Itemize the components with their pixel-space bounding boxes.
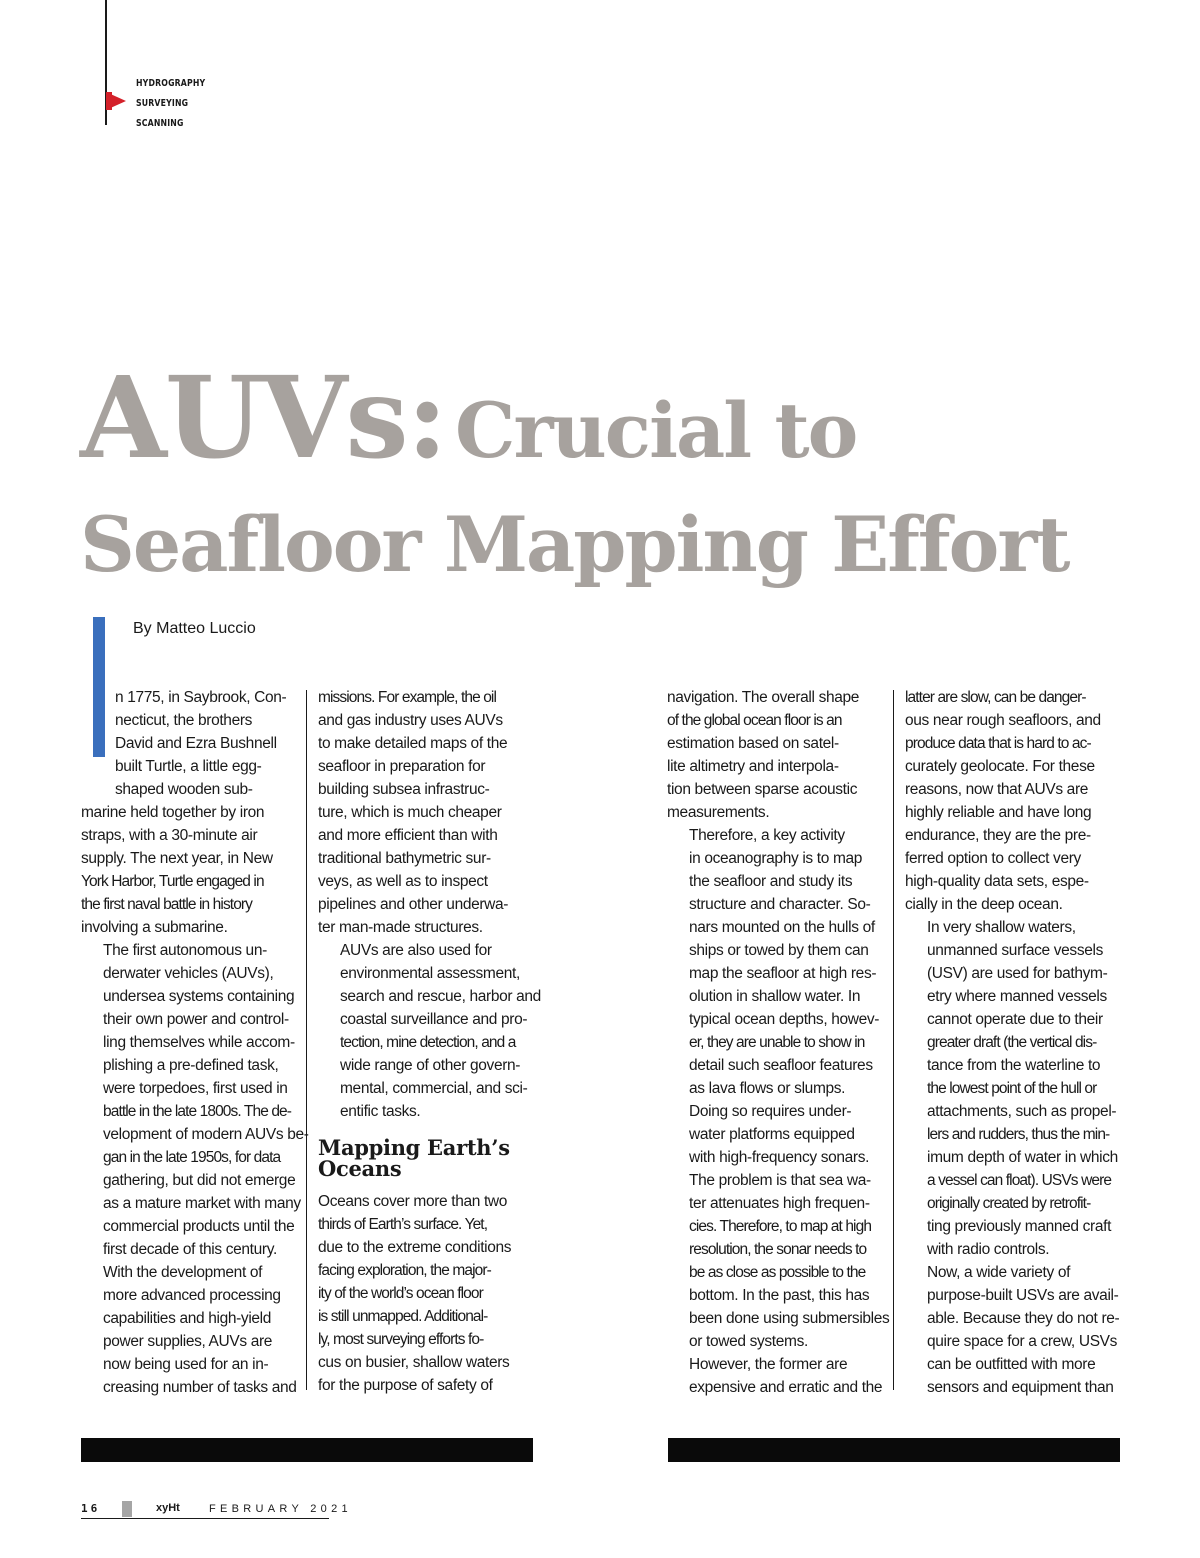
text-line: nars mounted on the hulls of <box>689 919 875 936</box>
text-line: gan in the late 1950s, for data <box>103 1149 281 1166</box>
text-line: with radio controls. <box>927 1241 1050 1258</box>
text-line: thirds of Earth’s surface. Yet, <box>318 1216 488 1233</box>
text-line: olution in shallow water. In <box>689 988 861 1005</box>
section-marker-arrow-icon <box>106 92 126 110</box>
paragraph <box>81 686 297 939</box>
column-rule <box>306 690 307 1390</box>
paragraph <box>81 1261 297 1399</box>
text-line: shaped wooden sub- <box>115 781 253 798</box>
text-line: However, the former are <box>689 1356 848 1373</box>
text-line: measurements. <box>667 804 770 821</box>
text-line: ly, most surveying efforts fo- <box>318 1331 484 1348</box>
text-line: ting previously manned craft <box>927 1218 1112 1235</box>
column-2 <box>318 686 541 1397</box>
text-line: in oceanography is to map <box>689 850 863 867</box>
text-line: typical ocean depths, howev- <box>689 1011 880 1028</box>
text-line: In very shallow waters, <box>927 919 1076 936</box>
text-line: coastal surveillance and pro- <box>340 1011 528 1028</box>
text-line: detail such seafloor features <box>689 1057 873 1074</box>
text-line: and more efficient than with <box>318 827 498 844</box>
text-line: etry where manned vessels <box>927 988 1107 1005</box>
text-line: for the purpose of safety of <box>318 1377 493 1394</box>
text-line: their own power and control- <box>103 1011 289 1028</box>
text-line: were torpedoes, first used in <box>103 1080 288 1097</box>
text-line: as a mature market with many <box>103 1195 301 1212</box>
text-line: building subsea infrastruc- <box>318 781 490 798</box>
text-line: high-quality data sets, espe- <box>905 873 1089 890</box>
text-line: unmanned surface vessels <box>927 942 1103 959</box>
text-line: ships or towed by them can <box>689 942 869 959</box>
text-line: (USV) are used for bathym- <box>927 965 1108 982</box>
text-line: Therefore, a key activity <box>689 827 845 844</box>
paragraph <box>81 939 309 1261</box>
text-line: attachments, such as propel- <box>927 1103 1117 1120</box>
text-line: plishing a pre-defined task, <box>103 1057 279 1074</box>
text-line: the seafloor and study its <box>689 873 853 890</box>
text-line: ture, which is much cheaper <box>318 804 502 821</box>
text-line: able. Because they do not re- <box>927 1310 1120 1327</box>
text-line: power supplies, AUVs are <box>103 1333 273 1350</box>
text-line: estimation based on satel- <box>667 735 839 752</box>
text-line: ter man-made structures. <box>318 919 483 936</box>
text-line: commercial products until the <box>103 1218 295 1235</box>
text-line: tection, mine detection, and a <box>340 1034 516 1051</box>
text-line: search and rescue, harbor and <box>340 988 541 1005</box>
text-line: cially in the deep ocean. <box>905 896 1063 913</box>
text-line: first decade of this century. <box>103 1241 277 1258</box>
text-line: a vessel can float). USVs were <box>927 1172 1112 1189</box>
footer-rule <box>81 1518 329 1519</box>
text-line: highly reliable and have long <box>905 804 1092 821</box>
text-line: now being used for an in- <box>103 1356 269 1373</box>
paragraph <box>318 1190 536 1397</box>
text-line: map the seafloor at high res- <box>689 965 877 982</box>
text-line: resolution, the sonar needs to <box>689 1241 867 1258</box>
paragraph <box>667 1353 885 1399</box>
text-line: navigation. The overall shape <box>667 689 860 706</box>
text-line: lers and rudders, thus the min- <box>927 1126 1110 1143</box>
text-line: ter attenuates high frequen- <box>689 1195 870 1212</box>
text-line: be as close as possible to the <box>689 1264 866 1281</box>
title-line-2: Seafloor Mapping Effort <box>80 500 1069 589</box>
text-line: the lowest point of the hull or <box>927 1080 1097 1097</box>
text-line: wide range of other govern- <box>340 1057 521 1074</box>
text-line: purpose-built USVs are avail- <box>927 1287 1119 1304</box>
text-line: the first naval battle in history <box>81 896 253 913</box>
column-3 <box>667 686 890 1399</box>
text-line: mental, commercial, and sci- <box>340 1080 528 1097</box>
paragraph <box>667 686 885 824</box>
text-line: straps, with a 30-minute air <box>81 827 258 844</box>
text-line: quire space for a crew, USVs <box>927 1333 1118 1350</box>
text-line: capabilities and high-yield <box>103 1310 272 1327</box>
paragraph <box>905 1261 1123 1399</box>
text-line: imum depth of water in which <box>927 1149 1118 1166</box>
text-line: entific tasks. <box>340 1103 421 1120</box>
text-line: and gas industry uses AUVs <box>318 712 503 729</box>
text-line: n 1775, in Saybrook, Con- <box>115 689 287 706</box>
text-line: AUVs are also used for <box>340 942 492 959</box>
bottom-bar-left <box>81 1438 533 1462</box>
section-tag: SCANNING <box>136 118 184 129</box>
text-line: creasing number of tasks and <box>103 1379 297 1396</box>
text-line: latter are slow, can be danger- <box>905 689 1086 706</box>
text-line: been done using submersibles <box>689 1310 890 1327</box>
text-line: er, they are unable to show in <box>689 1034 865 1051</box>
text-line: pipelines and other underwa- <box>318 896 509 913</box>
text-line: with high-frequency sonars. <box>689 1149 870 1166</box>
title-part-1: AUVs: <box>80 353 446 484</box>
text-line: is still unmapped. Additional- <box>318 1308 488 1325</box>
text-line: originally created by retrofit- <box>927 1195 1091 1212</box>
text-line: built Turtle, a little egg- <box>115 758 262 775</box>
subhead: Mapping Earth’s Oceans <box>318 1135 510 1181</box>
paragraph <box>318 939 541 1123</box>
page-number: 16 <box>81 1502 101 1515</box>
text-line: cannot operate due to their <box>927 1011 1103 1028</box>
text-line: The first autonomous un- <box>103 942 267 959</box>
text-line: expensive and erratic and the <box>689 1379 883 1396</box>
text-line: ity of the world’s ocean floor <box>318 1285 483 1302</box>
text-line: ous near rough seafloors, and <box>905 712 1101 729</box>
text-line: or towed systems. <box>689 1333 808 1350</box>
text-line: Oceans cover more than two <box>318 1193 508 1210</box>
text-line: necticut, the brothers <box>115 712 253 729</box>
magazine-name: xyHt <box>156 1502 180 1514</box>
text-line: David and Ezra Bushnell <box>115 735 277 752</box>
text-line: greater draft (the vertical dis- <box>927 1034 1097 1051</box>
text-line: supply. The next year, in New <box>81 850 273 867</box>
text-line: curately geolocate. For these <box>905 758 1095 775</box>
text-line: produce data that is hard to ac- <box>905 735 1091 752</box>
issue-date: FEBRUARY 2021 <box>209 1503 352 1515</box>
text-line: marine held together by iron <box>81 804 265 821</box>
text-line: ling themselves while accom- <box>103 1034 295 1051</box>
text-line: seafloor in preparation for <box>318 758 486 775</box>
column-rule <box>893 690 894 1390</box>
text-line: structure and character. So- <box>689 896 871 913</box>
section-tags <box>136 74 225 134</box>
text-line: can be outfitted with more <box>927 1356 1096 1373</box>
paragraph <box>667 1100 890 1353</box>
text-line: With the development of <box>103 1264 263 1281</box>
text-line: tion between sparse acoustic <box>667 781 858 798</box>
text-line: sensors and equipment than <box>927 1379 1114 1396</box>
text-line: velopment of modern AUVs be- <box>103 1126 309 1143</box>
paragraph <box>667 824 885 1100</box>
text-line: involving a submarine. <box>81 919 228 936</box>
text-line: battle in the late 1800s. The de- <box>103 1103 292 1120</box>
text-line: ferred option to collect very <box>905 850 1081 867</box>
text-line: environmental assessment, <box>340 965 520 982</box>
text-line: cus on busier, shallow waters <box>318 1354 510 1371</box>
text-line: of the global ocean floor is an <box>667 712 842 729</box>
text-line: tance from the waterline to <box>927 1057 1101 1074</box>
section-tag-active: SURVEYING <box>136 98 189 109</box>
text-line: reasons, now that AUVs are <box>905 781 1089 798</box>
text-line: derwater vehicles (AUVs), <box>103 965 274 982</box>
text-line: missions. For example, the oil <box>318 689 497 706</box>
text-line: cies. Therefore, to map at high <box>689 1218 872 1235</box>
title-part-2: Crucial to <box>455 386 857 475</box>
column-1 <box>81 686 309 1399</box>
text-line: The problem is that sea wa- <box>689 1172 871 1189</box>
text-line: Doing so requires under- <box>689 1103 852 1120</box>
text-line: gathering, but did not emerge <box>103 1172 296 1189</box>
text-line: to make detailed maps of the <box>318 735 508 752</box>
section-tag: HYDROGRAPHY <box>136 78 206 89</box>
paragraph <box>318 686 536 939</box>
text-line: veys, as well as to inspect <box>318 873 488 890</box>
text-line: York Harbor, Turtle engaged in <box>81 873 264 890</box>
text-line: as lava flows or slumps. <box>689 1080 846 1097</box>
text-line: more advanced processing <box>103 1287 281 1304</box>
text-line: undersea systems containing <box>103 988 295 1005</box>
text-line: lite altimetry and interpola- <box>667 758 839 775</box>
column-4 <box>905 686 1123 1399</box>
text-line: Now, a wide variety of <box>927 1264 1071 1281</box>
bottom-bar-right <box>668 1438 1120 1462</box>
paragraph <box>905 686 1123 916</box>
text-line: endurance, they are the pre- <box>905 827 1091 844</box>
text-line: traditional bathymetric sur- <box>318 850 491 867</box>
text-line: facing exploration, the major- <box>318 1262 491 1279</box>
byline: By Matteo Luccio <box>133 620 256 637</box>
text-line: water platforms equipped <box>689 1126 855 1143</box>
text-line: due to the extreme conditions <box>318 1239 512 1256</box>
article-title <box>80 355 1180 593</box>
text-line: bottom. In the past, this has <box>689 1287 870 1304</box>
paragraph <box>905 916 1123 1261</box>
footer-block <box>122 1501 132 1517</box>
